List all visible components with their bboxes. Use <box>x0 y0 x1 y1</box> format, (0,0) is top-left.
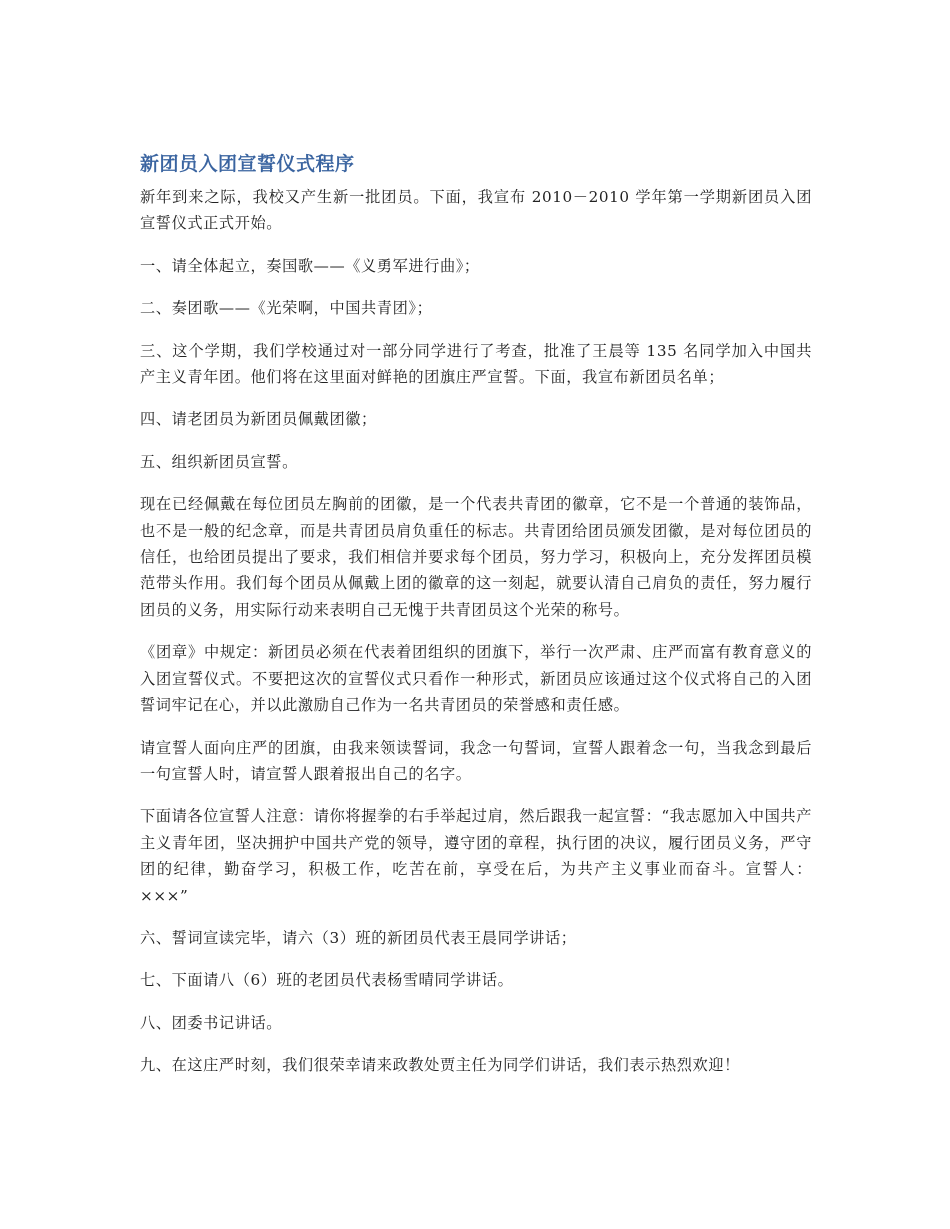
badge-explanation-paragraph: 现在已经佩戴在每位团员左胸前的团徽，是一个代表共青团的徽章，它不是一个普通的装饰品，也不是一般的纪念章，而是共青团员肩负重任的标志。共青团给团员颁发团徽，是对每位团员的信任，也给团员提出了要求，我们相信并要求每个团员，努力学习，积极向上，充分发挥团员模范带头作用。我们每个团员从佩戴上团的徽章的这一刻起，就要认清自己肩负的责任，努力履行团员的义务，用实际行动来表明自己无愧于共青团员这个光荣的称号。 <box>140 495 812 619</box>
document-page <box>140 150 812 1095</box>
step-2-paragraph: 二、奏团歌——《光荣啊，中国共青团》； <box>140 299 433 318</box>
intro-paragraph: 新年到来之际，我校又产生新一批团员。下面，我宣布 2010－2010 学年第一学期新团员入团宣誓仪式正式开始。 <box>140 188 812 233</box>
document-title: 新团员入团宣誓仪式程序 <box>140 153 355 175</box>
step-1-paragraph: 一、请全体起立，奏国歌——《义勇军进行曲》； <box>140 256 480 275</box>
step-4-paragraph: 四、请老团员为新团员佩戴团徽； <box>140 410 377 429</box>
oath-text-paragraph: 下面请各位宣誓人注意：请你将握拳的右手举起过肩，然后跟我一起宣誓：“我志愿加入中国共产主义青年团，坚决拥护中国共产党的领导，遵守团的章程，执行团的决议，履行团员义务，严守团的纪律，勤奋学习，积极工作，吃苦在前，享受在后，为共产主义事业而奋斗。宣誓人：×××” <box>140 807 812 905</box>
step-3-paragraph: 三、这个学期，我们学校通过对一部分同学进行了考查，批准了王晨等 135 名同学加入中国共产主义青年团。他们将在这里面对鲜艳的团旗庄严宣誓。下面，我宣布新团员名单； <box>140 341 812 387</box>
step-6-paragraph: 六、誓词宣读完毕，请六（3）班的新团员代表王晨同学讲话； <box>140 928 577 947</box>
step-5-paragraph: 五、组织新团员宣誓。 <box>140 452 298 471</box>
step-7-paragraph: 七、下面请八（6）班的老团员代表杨雪晴同学讲话。 <box>140 971 514 990</box>
step-8-paragraph: 八、团委书记讲话。 <box>140 1013 283 1032</box>
charter-paragraph: 《团章》中规定：新团员必须在代表着团组织的团旗下，举行一次严肃、庄严而富有教育意义的入团宣誓仪式。不要把这次的宣誓仪式只看作一种形式，新团员应该通过这个仪式将自己的入团誓词牢记在心，并以此激励自己作为一名共青团员的荣誉感和责任感。 <box>140 643 812 715</box>
step-9-paragraph: 九、在这庄严时刻，我们很荣幸请来政教处贾主任为同学们讲话，我们表示热烈欢迎！ <box>140 1056 740 1075</box>
oath-instruction-paragraph: 请宣誓人面向庄严的团旗，由我来领读誓词，我念一句誓词，宣誓人跟着念一句，当我念到最后一句宣誓人时，请宣誓人跟着报出自己的名字。 <box>140 738 812 783</box>
